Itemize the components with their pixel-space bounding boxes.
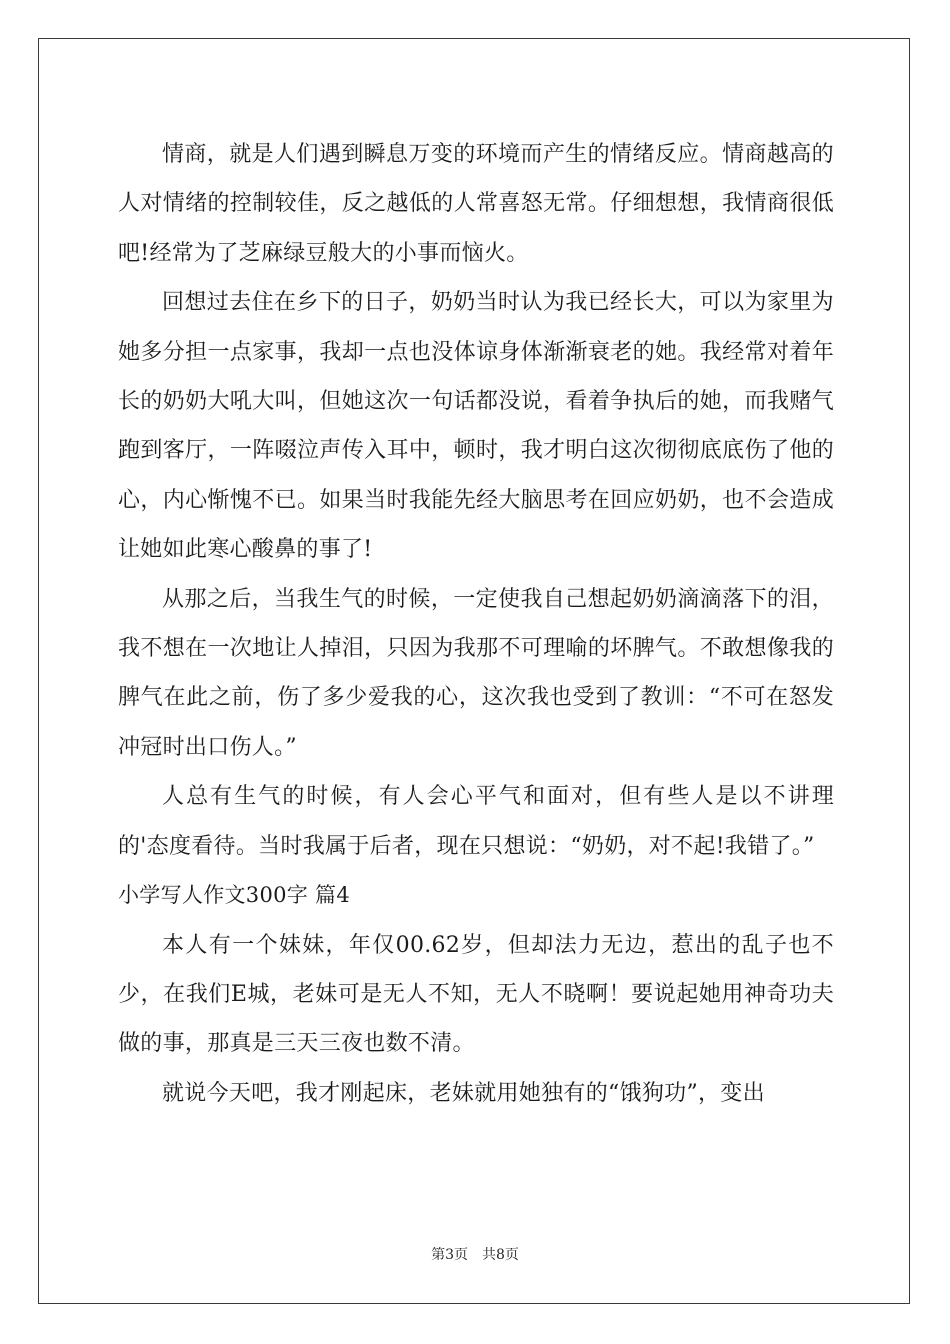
paragraph-2: 回想过去住在乡下的日子，奶奶当时认为我已经长大，可以为家里为她多分担一点家事，我却一点也没体谅身体渐渐衰老的她。我经常对着年长的奶奶大吼大叫，但她这次一句话都没说，看着争执后的她，而我赌气跑到客厅，一阵啜泣声传入耳中，顿时，我才明白这次彻彻底底伤了他的心，内心惭愧不已。如果当时我能先经大脑思考在回应奶奶，也不会造成让她如此寒心酸鼻的事了!	[118, 290, 834, 563]
document-body	[118, 130, 834, 1118]
paragraph-3: 从那之后，当我生气的时候，一定使我自己想起奶奶滴滴落下的泪，我不想在一次地让人掉泪，只因为我那不可理喻的坏脾气。不敢想像我的脾气在此之前，伤了多少爱我的心，这次我也受到了教训：“不可在怒发冲冠时出口伤人。”	[118, 586, 834, 760]
page-number-footer: 第3页 共8页	[431, 1247, 519, 1263]
paragraph-1: 情商，就是人们遇到瞬息万变的环境而产生的情绪反应。情商越高的人对情绪的控制较佳，反之越低的人常喜怒无常。仔细想想，我情商很低吧!经常为了芝麻绿豆般大的小事而恼火。	[118, 142, 834, 266]
paragraph-4: 人总有生气的时候，有人会心平气和面对，但有些人是以不讲理的'态度看待。当时我属于后者，现在只想说：“奶奶，对不起!我错了。”	[118, 784, 834, 859]
paragraph-5: 本人有一个妹妹，年仅00.62岁，但却法力无边，惹出的乱子也不少，在我们E城，老妹可是无人不知，无人不晓啊！要说起她用神奇功夫做的事，那真是三天三夜也数不清。	[118, 932, 834, 1057]
paragraph-6: 就说今天吧，我才刚起床，老妹就用她独有的“饿狗功”，变出	[162, 1080, 765, 1106]
section-heading: 小学写人作文300字 篇4	[118, 883, 351, 908]
